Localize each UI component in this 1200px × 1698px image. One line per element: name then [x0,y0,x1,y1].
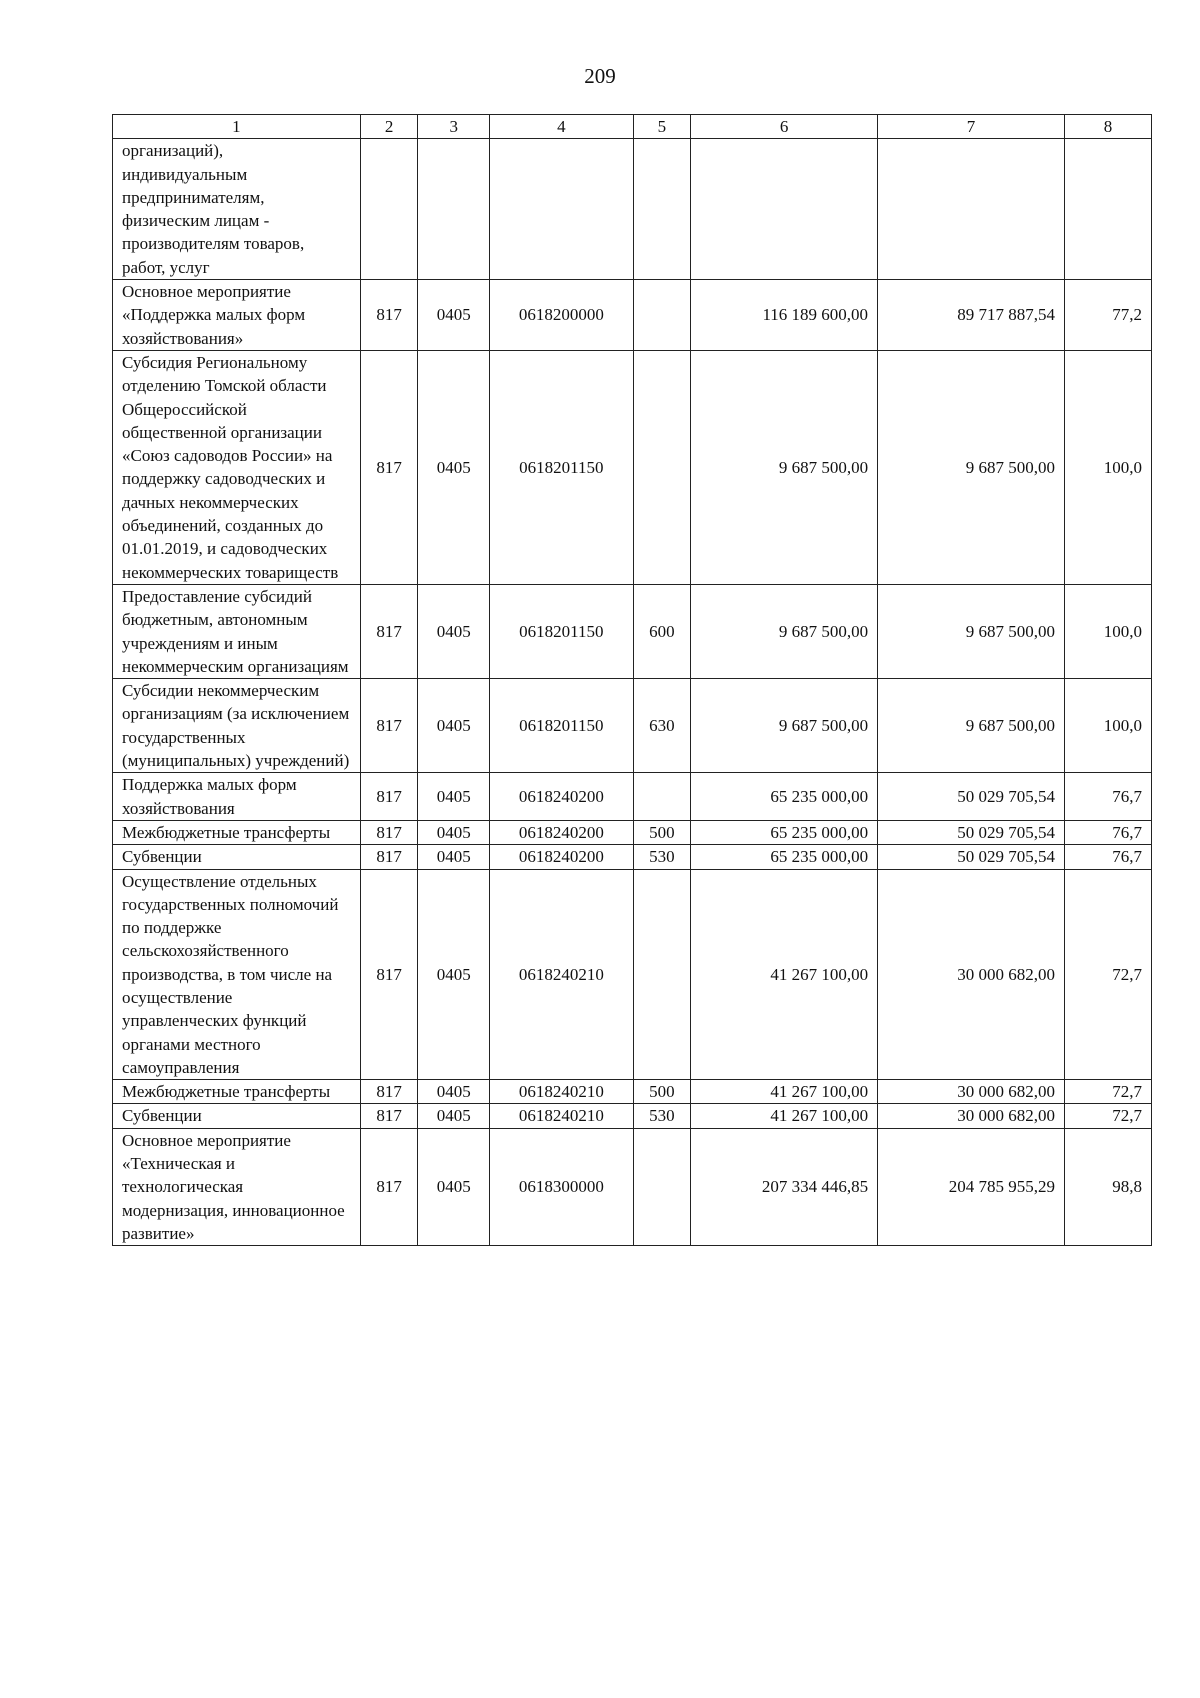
row-name: Субвенции [113,845,361,869]
cell-expense-type: 530 [633,845,691,869]
cell-expense-type: 500 [633,1080,691,1104]
cell-actual [878,139,1065,280]
column-header: 2 [360,115,418,139]
cell-expense-type [633,350,691,584]
cell-expense-type: 530 [633,1104,691,1128]
table-row [113,1080,1152,1104]
column-header: 7 [878,115,1065,139]
cell-actual: 9 687 500,00 [878,350,1065,584]
cell-percent: 100,0 [1064,679,1151,773]
column-header: 6 [691,115,878,139]
table-row [113,350,1152,584]
cell-admin-code: 817 [360,280,418,351]
cell-percent: 76,7 [1064,845,1151,869]
cell-admin-code [360,139,418,280]
column-header: 3 [418,115,490,139]
cell-section-code [418,139,490,280]
table-row [113,280,1152,351]
cell-expense-type: 600 [633,584,691,678]
cell-percent: 72,7 [1064,1104,1151,1128]
cell-section-code: 0405 [418,820,490,844]
column-header: 5 [633,115,691,139]
cell-target-code: 0618201150 [490,679,633,773]
cell-plan: 9 687 500,00 [691,584,878,678]
cell-percent: 72,7 [1064,1080,1151,1104]
row-name: Субсидия Региональному отделению Томской области Общероссийской общественной организации «Союз садоводов России» на поддержку садоводческих и дачных некоммерческих объединений, созданных до 01.01.2019, и садоводческих некоммерческих товариществ [113,350,361,584]
cell-plan: 41 267 100,00 [691,1080,878,1104]
cell-admin-code: 817 [360,845,418,869]
cell-plan: 9 687 500,00 [691,350,878,584]
cell-admin-code: 817 [360,869,418,1080]
row-name: Межбюджетные трансферты [113,1080,361,1104]
cell-section-code: 0405 [418,584,490,678]
column-header: 1 [113,115,361,139]
table-row [113,1104,1152,1128]
cell-percent: 77,2 [1064,280,1151,351]
cell-expense-type: 500 [633,820,691,844]
cell-plan [691,139,878,280]
cell-target-code: 0618240210 [490,1104,633,1128]
cell-actual: 50 029 705,54 [878,820,1065,844]
cell-actual: 30 000 682,00 [878,1080,1065,1104]
cell-section-code: 0405 [418,773,490,821]
cell-expense-type [633,869,691,1080]
cell-target-code: 0618201150 [490,350,633,584]
cell-target-code: 0618200000 [490,280,633,351]
cell-percent: 72,7 [1064,869,1151,1080]
cell-target-code: 0618240210 [490,1080,633,1104]
row-name: Субсидии некоммерческим организациям (за исключением государственных (муниципальных) учреждений) [113,679,361,773]
cell-actual: 9 687 500,00 [878,679,1065,773]
cell-plan: 207 334 446,85 [691,1128,878,1245]
cell-admin-code: 817 [360,1128,418,1245]
cell-target-code: 0618240200 [490,820,633,844]
row-name: Предоставление субсидий бюджетным, автономным учреждениям и иным некоммерческим организациям [113,584,361,678]
cell-target-code: 0618240200 [490,845,633,869]
cell-target-code: 0618201150 [490,584,633,678]
cell-section-code: 0405 [418,1080,490,1104]
cell-plan: 65 235 000,00 [691,845,878,869]
cell-percent [1064,139,1151,280]
budget-table [112,114,1152,1246]
cell-percent: 100,0 [1064,350,1151,584]
table-row [113,679,1152,773]
cell-expense-type [633,1128,691,1245]
cell-actual: 204 785 955,29 [878,1128,1065,1245]
cell-percent: 76,7 [1064,820,1151,844]
cell-plan: 41 267 100,00 [691,869,878,1080]
cell-section-code: 0405 [418,1128,490,1245]
table-header-row [113,115,1152,139]
cell-expense-type [633,280,691,351]
table-row [113,139,1152,280]
column-header: 8 [1064,115,1151,139]
cell-section-code: 0405 [418,350,490,584]
cell-admin-code: 817 [360,350,418,584]
cell-admin-code: 817 [360,1104,418,1128]
cell-section-code: 0405 [418,869,490,1080]
cell-plan: 65 235 000,00 [691,773,878,821]
cell-plan: 65 235 000,00 [691,820,878,844]
cell-target-code: 0618300000 [490,1128,633,1245]
table-row [113,845,1152,869]
cell-actual: 30 000 682,00 [878,1104,1065,1128]
table-row [113,773,1152,821]
cell-target-code [490,139,633,280]
cell-admin-code: 817 [360,679,418,773]
table-row [113,584,1152,678]
cell-actual: 50 029 705,54 [878,845,1065,869]
cell-expense-type [633,773,691,821]
table-row [113,820,1152,844]
cell-target-code: 0618240200 [490,773,633,821]
table-row [113,869,1152,1080]
row-name: Субвенции [113,1104,361,1128]
row-name: Поддержка малых форм хозяйствования [113,773,361,821]
row-name: Осуществление отдельных государственных полномочий по поддержке сельскохозяйственного производства, в том числе на осуществление управленческих функций органами местного самоуправления [113,869,361,1080]
cell-expense-type [633,139,691,280]
cell-actual: 89 717 887,54 [878,280,1065,351]
cell-actual: 50 029 705,54 [878,773,1065,821]
cell-admin-code: 817 [360,584,418,678]
cell-admin-code: 817 [360,820,418,844]
row-name: Основное мероприятие «Поддержка малых форм хозяйствования» [113,280,361,351]
cell-actual: 9 687 500,00 [878,584,1065,678]
table-row [113,1128,1152,1245]
cell-admin-code: 817 [360,773,418,821]
cell-target-code: 0618240210 [490,869,633,1080]
cell-section-code: 0405 [418,280,490,351]
cell-plan: 116 189 600,00 [691,280,878,351]
cell-percent: 100,0 [1064,584,1151,678]
row-name: Основное мероприятие «Техническая и технологическая модернизация, инновационное развитие» [113,1128,361,1245]
cell-actual: 30 000 682,00 [878,869,1065,1080]
column-header: 4 [490,115,633,139]
row-name: организаций), индивидуальным предпринимателям, физическим лицам - производителям товаров, работ, услуг [113,139,361,280]
cell-plan: 41 267 100,00 [691,1104,878,1128]
cell-section-code: 0405 [418,845,490,869]
cell-expense-type: 630 [633,679,691,773]
cell-admin-code: 817 [360,1080,418,1104]
cell-section-code: 0405 [418,1104,490,1128]
cell-section-code: 0405 [418,679,490,773]
cell-plan: 9 687 500,00 [691,679,878,773]
row-name: Межбюджетные трансферты [113,820,361,844]
cell-percent: 76,7 [1064,773,1151,821]
page-number: 209 [584,64,616,88]
cell-percent: 98,8 [1064,1128,1151,1245]
